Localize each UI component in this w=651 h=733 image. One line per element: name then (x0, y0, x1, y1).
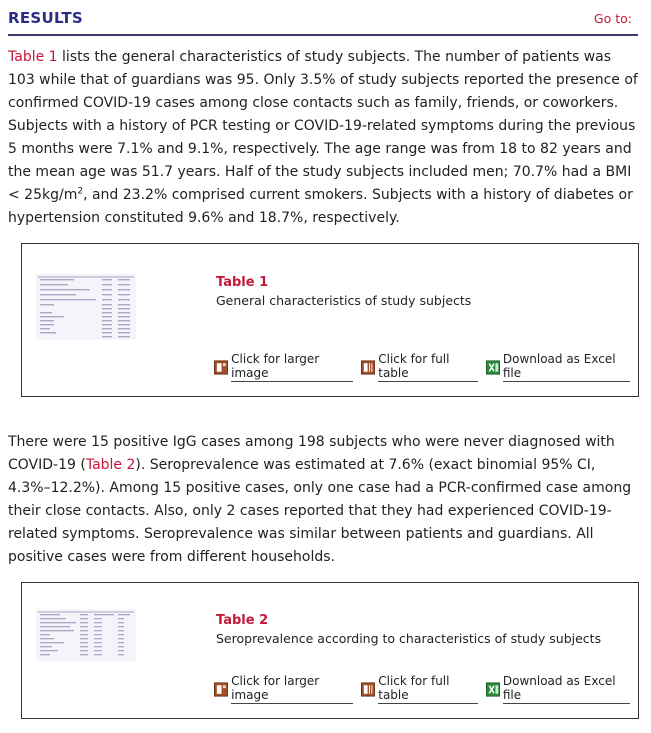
table1-actions (214, 352, 638, 382)
table1-caption: General characteristics of study subjects (216, 293, 472, 308)
table1-card (21, 243, 639, 397)
full-table-label: Click for full table (378, 674, 477, 704)
table1-title[interactable]: Table 1 (216, 275, 269, 290)
table2-thumbnail[interactable] (36, 609, 136, 661)
table-icon (361, 682, 375, 697)
excel-icon (486, 682, 500, 697)
table2-excel-button[interactable] (486, 674, 630, 704)
results-paragraph-1 (8, 46, 642, 230)
table2-actions (214, 674, 638, 704)
section-header (8, 6, 638, 36)
para1-text-a: lists the general characteristics of study subjects. The number of patients was 103 while that of guardians was 95. Only 3.5% of study subjects reported the presence of confirmed COVID-19 cases among close contacts such as family, friends, or coworkers. Subjects with a history of PCR testing or COVID-19-related symptoms during the previous 5 months were 7.1% and 9.1%, respectively. The age range was from 18 to 82 years and the mean age was 51.7 years. Half of the study subjects included men; 70.7% had a BMI < 25kg/m (8, 49, 638, 203)
table2-larger-image-button[interactable] (214, 674, 353, 704)
table-icon (361, 360, 375, 375)
table2-card (21, 582, 639, 719)
para1-sup: 2 (77, 186, 84, 197)
results-paragraph-2 (8, 431, 642, 569)
para2-text-b: ). Seroprevalence was estimated at 7.6% (exact binomial 95% CI, 4.3%–12.2%). Among 15 positive cases, only one case had a PCR-confirmed case among their close contacts. Also, only 2 cases reported that they had experienced COVID-19-related symptoms. Seroprevalence was similar between patients and guardians. All positive cases were from different households. (8, 457, 632, 565)
table2-title[interactable]: Table 2 (216, 613, 269, 628)
section-title: RESULTS (8, 9, 83, 27)
image-icon (214, 682, 228, 697)
image-icon (214, 360, 228, 375)
table1-thumbnail[interactable] (36, 274, 136, 340)
full-table-label: Click for full table (378, 352, 477, 382)
table1-full-table-button[interactable] (361, 352, 478, 382)
table2-full-table-button[interactable] (361, 674, 478, 704)
larger-image-label: Click for larger image (231, 352, 353, 382)
para1-text-b: , and 23.2% comprised current smokers. Subjects with a history of diabetes or hypertension constituted 9.6% and 18.7%, respectively. (8, 187, 633, 226)
larger-image-label: Click for larger image (231, 674, 353, 704)
para2-text-a: There were 15 positive IgG cases among 198 subjects who were never diagnosed with COVID-19 ( (8, 434, 615, 473)
table1-link[interactable]: Table 1 (8, 49, 58, 65)
table2-link[interactable]: Table 2 (85, 457, 136, 473)
excel-icon (486, 360, 500, 375)
table1-excel-button[interactable] (486, 352, 630, 382)
excel-label: Download as Excel file (503, 352, 630, 382)
table1-thumbnail-image (36, 274, 136, 340)
table1-larger-image-button[interactable] (214, 352, 353, 382)
excel-label: Download as Excel file (503, 674, 630, 704)
table2-thumbnail-image (36, 609, 136, 661)
goto-link[interactable]: Go to: (593, 11, 632, 26)
table2-caption: Seroprevalence according to characteristics of study subjects (216, 631, 602, 646)
